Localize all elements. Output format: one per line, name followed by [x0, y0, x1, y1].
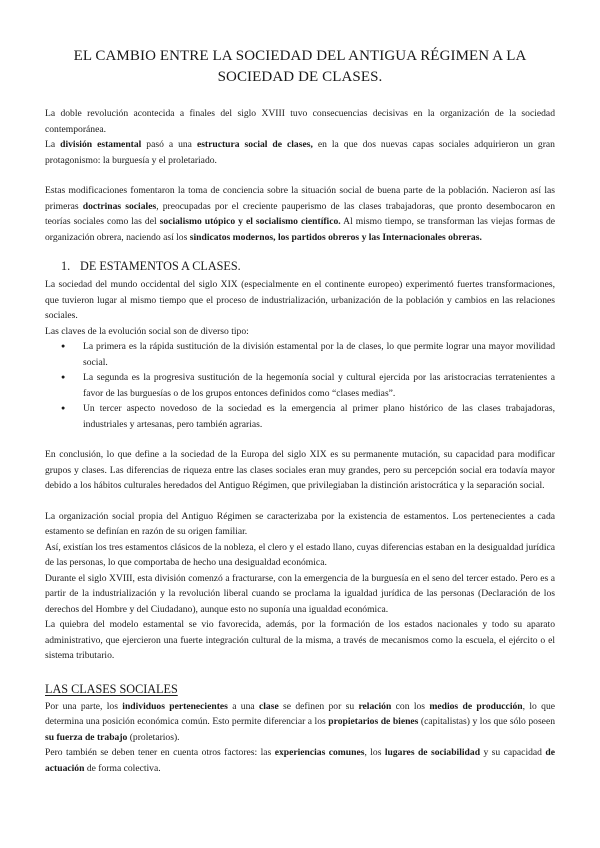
section-1-heading — [61, 258, 555, 274]
list-item: ● Un tercer aspecto novedoso de la sociedad es la emergencia al primer plano histórico de las clases trabajadoras, industriales y artesanas, pero también agrarias. — [83, 401, 555, 432]
evolution-keys-list — [45, 339, 555, 432]
intro-paragraph-3: Estas modificaciones fomentaron la toma de conciencia sobre la situación social de buena parte de la población. Nacieron así las primeras doctrinas sociales, preocupadas por el creciente pauperismo de las clases trabajadoras, que pronto desembocaron en teorías sociales como las del socialismo utópico y el socialismo científico. Al mismo tiempo, se transforman las viejas formas de organización obrera, naciendo así los sindicatos modernos, los partidos obreros y las Internacionales obreras. — [45, 185, 555, 243]
section-2-paragraph-1: Por una parte, los individuos pertenecientes a una clase se definen por su relación con los medios de producción, lo que determina una posición económica común. Esto permite diferenciar a los propietarios de bienes (capitalistas) y los que sólo poseen su fuerza de trabajo (proletarios). — [45, 700, 556, 743]
section-1-number: 1. — [61, 259, 71, 273]
section-1-paragraph-6: La quiebra del modelo estamental se vio favorecida, además, por la formación de los estados nacionales y todo su aparato administrativo, que ejercieron una fuerte integración cultural de la misma, a través de mecanismos como la escuela, el ejército o el sistema tributario. — [45, 619, 555, 661]
section-1-paragraph-5: Durante el siglo XVIII, esta división comenzó a fracturarse, con la emergencia de la burguesía en el seno del tercer estado. Pero es a partir de la industrialización y la revolución liberal cuando se proclama la igualdad jurídica de las personas (Declaración de los derechos del Hombre y del Ciudadano), aunque esto no suponía una igualdad económica. — [45, 572, 555, 615]
conclusion-paragraph: En conclusión, lo que define a la sociedad de la Europa del siglo XIX es su permanente mutación, su capacidad para modificar grupos y clases. Las diferencias de riqueza entre las clases sociales eran muy grandes, pero su percepción social era todavía mayor debido a los hábitos culturales heredados del Antiguo Régimen, que privilegiaban la distinción aristocrática y la separación social. — [45, 449, 555, 491]
list-item: ● La segunda es la progresiva sustitución de la hegemonía social y cultural ejercida por las aristocracias terratenientes a favor de las burguesías o de los grupos entonces definidos como “clases medias”. — [83, 370, 555, 401]
intro-paragraph-2: La división estamental pasó a una estructura social de clases, en la que dos nuevas capas sociales adquirieron un gran protagonismo: la burguesía y el proletariado. — [45, 139, 555, 166]
section-1-paragraph-4: Así, existían los tres estamentos clásicos de la nobleza, el clero y el estado llano, cuyas diferencias estaban en la desigualdad jurídica de las personas, lo que comportaba de hecho una desigualdad económica. — [45, 541, 555, 568]
list-item: ● La primera es la rápida sustitución de la división estamental por la de clases, lo que permite lograr una mayor movilidad social. — [83, 339, 555, 370]
section-2-paragraph-2: Pero también se deben tener en cuenta otros factores: las experiencias comunes, los lugares de sociabilidad y su capacidad de actuación de forma colectiva. — [45, 747, 555, 774]
section-1-paragraph-1: La sociedad del mundo occidental del siglo XIX (especialmente en el continente europeo) experimentó fuertes transformaciones, que tuvieron lugar al mismo tiempo que el proceso de industrialización, urbanización de la población y cambios en las relaciones sociales. — [45, 279, 555, 321]
intro-paragraph-1: La doble revolución acontecida a finales del siglo XVIII tuvo consecuencias decisivas en la organización de la sociedad contemporánea. — [45, 108, 555, 135]
document-title: EL CAMBIO ENTRE LA SOCIEDAD DEL ANTIGUA RÉGIMEN A LA SOCIEDAD DE CLASES. — [73, 48, 527, 85]
section-1-title: DE ESTAMENTOS A CLASES. — [80, 259, 241, 273]
section-2-heading: LAS CLASES SOCIALES — [45, 681, 178, 696]
section-1-paragraph-2: Las claves de la evolución social son de diverso tipo: — [45, 325, 249, 337]
section-1-paragraph-3: La organización social propia del Antiguo Régimen se caracterizaba por la existencia de estamentos. Los pertenecientes a cada estamento se definían en razón de su origen familiar. — [45, 510, 555, 537]
